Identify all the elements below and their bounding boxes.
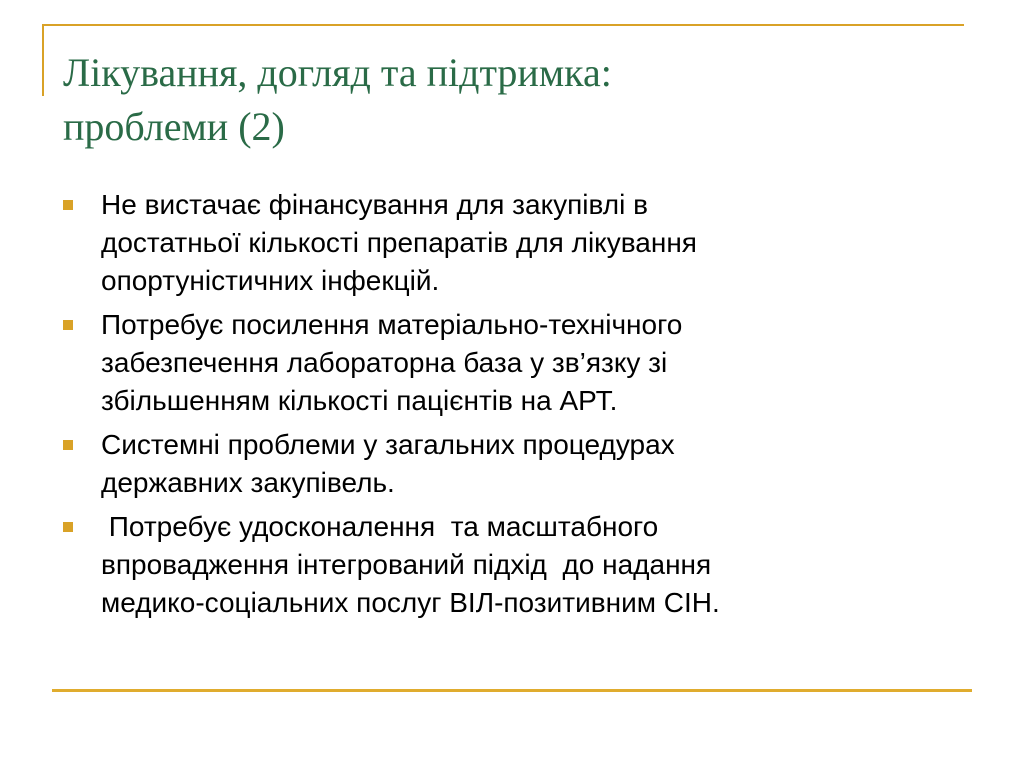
bullet-3-line-2: державних закупівель. [101,467,395,498]
slide-title-line-2: проблеми (2) [63,104,285,149]
top-divider [42,24,964,26]
slide-title-line-1: Лікування, догляд та підтримка: [63,50,612,95]
left-divider [42,24,44,96]
bottom-divider [52,689,972,692]
square-bullet-icon [63,522,73,532]
square-bullet-icon [63,440,73,450]
bullet-4-line-1: Потребує удосконалення та масштабного [101,511,659,542]
square-bullet-icon [63,320,73,330]
bullet-3-line-1: Системні проблеми у загальних процедурах [101,429,675,460]
square-bullet-icon [63,200,73,210]
bullet-1-line-3: опортуністичних інфекцій. [101,265,440,296]
bullet-item-3 [63,426,963,502]
bullet-4-line-2: впровадження інтегрований підхід до надання [101,549,712,580]
bullet-1-line-1: Не вистачає фінансування для закупівлі в [101,189,648,220]
bullet-item-4 [63,508,963,622]
bullet-item-1 [63,186,963,300]
bullet-list [63,186,963,628]
bullet-2-line-3: збільшенням кількості пацієнтів на АРТ. [101,385,618,416]
bullet-2-line-2: забезпечення лабораторна база у зв’язку зі [101,347,668,378]
bullet-4-line-3: медико-соціальних послуг ВІЛ-позитивним СІН. [101,587,720,618]
bullet-2-line-1: Потребує посилення матеріально-технічного [101,309,683,340]
slide-title [63,46,963,154]
bullet-item-2 [63,306,963,420]
bullet-1-line-2: достатньої кількості препаратів для лікування [101,227,697,258]
